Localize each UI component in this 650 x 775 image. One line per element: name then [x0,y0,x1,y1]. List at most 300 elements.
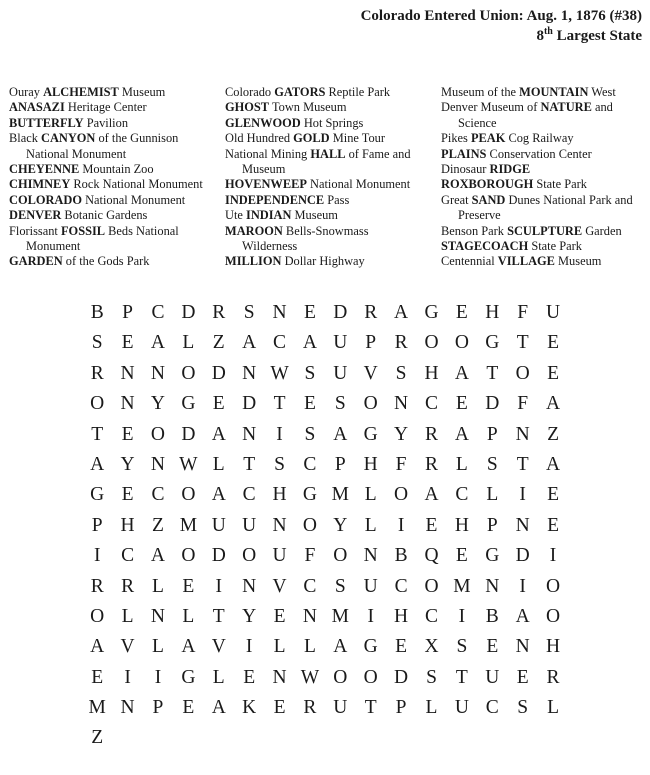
word-prefix: National Mining [225,146,311,161]
grid-letter: P [486,423,498,445]
grid-letter: Y [394,423,409,445]
word-suffix: Pass [324,192,350,207]
grid-letter: N [515,514,530,536]
word-suffix: National Monument [81,192,186,207]
word-keyword: BUTTERFLY [9,115,84,130]
word-list-item [9,131,225,162]
word-list-item [9,162,225,177]
grid-letter: I [154,666,162,688]
grid-letter: A [454,362,469,384]
word-keyword: ROXBOROUGH [441,177,534,192]
grid-letter: P [486,514,498,536]
grid-letter: C [242,484,256,506]
grid-letter: G [424,302,439,323]
word-keyword: GARDEN [9,254,63,269]
word-keyword: DENVER [9,208,62,223]
word-column-2 [225,85,441,270]
grid-letter: D [485,393,500,415]
grid-letter: N [272,666,287,688]
grid-letter: E [455,393,468,415]
grid-letter: E [273,697,286,719]
word-list-item [225,85,441,100]
grid-letter: L [303,636,316,658]
word-keyword: HALL [310,146,346,161]
word-list-item [9,116,225,131]
grid-letter: N [242,362,257,384]
grid-letter: O [150,423,166,445]
grid-letter: N [363,545,378,567]
word-suffix: Town Museum [269,100,347,115]
grid-letter: Z [547,423,560,445]
word-list-item [441,147,645,162]
grid-letter: A [333,423,348,445]
grid-letter: M [179,514,198,536]
grid-letter: L [212,453,225,475]
grid-letter: L [364,484,377,506]
grid-letter: L [152,636,164,658]
word-suffix: of the Gunnison [95,131,179,146]
word-suffix: Garden [582,223,622,238]
grid-letter: O [333,545,348,567]
grid-letter: W [270,362,289,384]
grid-letter: O [394,484,409,506]
grid-letter: S [274,453,285,475]
grid-letter: R [364,302,378,323]
grid-letter: R [546,666,560,688]
grid-letter: O [546,575,561,597]
word-list-item [441,239,645,254]
word-list-item [441,131,645,146]
grid-letter: B [394,545,408,567]
word-suffix: National Monument [306,177,411,192]
grid-letter: N [120,697,135,719]
grid-letter: L [364,514,377,536]
grid-letter: I [458,605,466,627]
word-keyword: GATORS [274,85,326,99]
grid-letter: A [150,332,166,354]
grid-letter: E [182,697,195,719]
grid-letter: N [120,393,135,415]
grid-letter: N [394,393,409,415]
grid-letter: G [363,423,378,445]
word-list-item [225,177,441,192]
word-suffix: Museum [118,85,166,99]
grid-letter: L [425,697,438,719]
word-keyword: SCULPTURE [507,223,583,238]
grid-letter: P [334,453,346,475]
grid-letter: X [424,636,439,658]
word-prefix: Colorado [225,85,275,99]
grid-letter: N [272,302,287,323]
grid-letter: O [363,393,378,415]
grid-letter: I [276,423,283,445]
puzzle-header [361,6,642,46]
grid-letter: C [424,393,438,415]
grid-letter: D [515,545,530,567]
word-prefix: Black [9,131,41,146]
word-prefix: Ouray [9,85,44,99]
grid-letter: F [517,302,529,323]
grid-letter: B [90,302,104,323]
grid-letter: D [211,545,226,567]
word-suffix: Hot Springs [300,115,364,130]
grid-letter: N [242,423,257,445]
word-prefix: Benson Park [441,223,508,238]
word-keyword: INDEPENDENCE [225,192,325,207]
word-suffix: Beds National [105,223,179,238]
grid-letter: L [182,605,195,627]
grid-letter: S [395,362,407,384]
grid-letter: N [120,362,135,384]
word-suffix: State Park [528,239,582,254]
word-prefix: Old Hundred [225,131,294,146]
grid-letter: I [397,514,405,536]
grid-letter: A [90,636,105,658]
grid-letter: V [272,575,287,597]
grid-letter: E [547,362,560,384]
grid-letter: R [90,575,104,597]
grid-letter: N [150,362,166,384]
union-entry-line: Colorado Entered Union: Aug. 1, 1876 (#38) [360,8,642,24]
grid-letter: R [424,453,438,475]
rank-text: Largest State [552,28,642,44]
grid-letter: A [394,302,409,323]
grid-letter: E [273,605,286,627]
word-suffix: of the Gods Park [62,254,150,269]
grid-letter: S [517,697,529,719]
grid-letter: U [333,697,348,719]
word-continuation: Wilderness [242,239,298,254]
word-list-item [9,208,225,223]
grid-letter: R [212,302,226,323]
grid-letter: C [485,697,499,719]
grid-letter: E [395,636,408,658]
grid-letter: S [334,575,346,597]
word-list-item [225,116,441,131]
grid-letter: A [211,484,226,506]
rank-number: 8 [536,28,544,44]
word-keyword: NATURE [540,100,592,115]
grid-letter: G [363,636,378,658]
word-list-item [9,85,225,100]
grid-letter: Y [333,514,348,536]
grid-letter: E [121,423,134,445]
grid-letter: V [363,362,378,384]
grid-letter: E [486,636,499,658]
grid-letter: I [124,666,131,688]
grid-letter: E [516,666,529,688]
word-suffix: Museum [554,254,602,269]
word-keyword: STAGECOACH [441,239,529,254]
word-prefix: Dinosaur [441,162,490,177]
word-suffix: Botanic Gardens [61,208,148,223]
grid-letter: N [150,605,166,627]
word-keyword: MAROON [225,223,283,238]
grid-letter: L [212,666,225,688]
grid-letter: R [424,423,438,445]
grid-letter: D [181,302,196,323]
grid-letter: O [515,362,530,384]
word-suffix: Rock National Monument [70,177,203,192]
grid-letter: O [454,332,469,354]
word-suffix: State Park [533,177,587,192]
grid-letter: H [363,453,378,475]
grid-letter: C [151,302,165,323]
grid-letter: C [303,453,317,475]
word-keyword: CANYON [41,131,96,146]
grid-letter: I [549,545,557,567]
word-prefix: Museum of the [441,85,520,99]
grid-letter: D [211,362,226,384]
grid-letter: M [88,697,106,719]
word-suffix: Museum [291,208,338,223]
grid-letter: N [272,514,287,536]
grid-letter: S [334,393,346,415]
grid-letter: E [425,514,438,536]
grid-letter: F [517,393,529,415]
grid-letter: D [333,302,348,323]
word-suffix: Dunes National Park and [505,192,633,207]
grid-letter: S [304,362,316,384]
grid-letter: T [212,605,225,627]
grid-letter: V [211,636,226,658]
word-suffix: Bells-Snowmass [282,223,369,238]
word-prefix: Florissant [9,223,61,238]
word-suffix: Mountain Zoo [79,162,154,177]
grid-letter: U [211,514,226,536]
grid-letter: I [215,575,222,597]
word-keyword: VILLAGE [497,254,555,269]
grid-letter: O [181,545,196,567]
grid-letter: R [394,332,408,354]
grid-letter: C [273,332,287,354]
grid-letter: L [152,575,164,597]
grid-letter: A [515,605,530,627]
grid-letter: E [243,666,256,688]
grid-letter: T [243,453,256,475]
word-list-item [9,224,225,255]
grid-letter: U [546,302,561,323]
grid-letter: C [424,605,438,627]
word-prefix: Denver Museum of [441,100,541,115]
grid-letter: O [333,666,348,688]
grid-letter: U [333,332,348,354]
word-suffix: Pavilion [83,115,129,130]
word-keyword: ALCHEMIST [43,85,119,99]
word-list [9,85,645,270]
word-list-item [441,162,645,177]
grid-letter: C [394,575,408,597]
grid-letter: A [302,332,317,354]
word-keyword: MOUNTAIN [519,85,589,99]
grid-letter: U [272,545,287,567]
grid-letter: I [93,545,101,567]
grid-letter: O [546,605,561,627]
grid-letter: O [424,575,439,597]
word-suffix: of Fame and [345,146,411,161]
word-prefix: Ute [225,208,246,223]
grid-letter: T [455,666,468,688]
word-prefix: Pikes [441,131,471,146]
letter-grid [82,298,568,754]
word-list-item [441,224,645,239]
grid-letter: N [242,575,257,597]
word-keyword: ANASAZI [9,100,65,115]
word-keyword: COLORADO [9,192,82,207]
word-keyword: CHIMNEY [9,177,71,192]
word-prefix: Great [441,192,472,207]
grid-letter: Z [152,514,164,536]
grid-letter: A [333,636,348,658]
grid-letter: N [150,453,166,475]
word-list-item [225,147,441,178]
grid-letter: S [426,666,437,688]
grid-letter: T [486,362,499,384]
grid-letter: R [90,362,104,384]
grid-letter: H [120,514,135,536]
grid-letter: P [91,514,103,536]
grid-letter: D [394,666,409,688]
grid-letter: R [303,697,317,719]
grid-letter: Z [91,727,104,749]
grid-letter: I [367,605,374,627]
grid-letter: A [90,453,105,475]
word-continuation: National Monument [26,146,127,161]
grid-letter: L [273,636,286,658]
grid-letter: O [302,514,317,536]
grid-letter: S [243,302,255,323]
grid-letter: A [546,393,561,415]
word-keyword: GHOST [225,100,270,115]
grid-letter: U [242,514,257,536]
word-keyword: MILLION [225,254,282,269]
grid-letter: O [424,332,439,354]
grid-letter: U [333,362,348,384]
grid-letter: U [454,697,469,719]
grid-letter: M [331,605,349,627]
grid-letter: T [516,332,529,354]
word-keyword: CHEYENNE [9,162,80,177]
grid-letter: F [304,545,316,567]
grid-letter: G [302,484,317,506]
grid-letter: H [485,302,500,323]
grid-letter: L [547,697,560,719]
grid-letter: Y [242,605,257,627]
grid-letter: E [121,484,134,506]
grid-letter: Z [212,332,225,354]
grid-letter: F [395,453,407,475]
grid-letter: A [454,423,469,445]
word-column-1 [9,85,225,270]
word-keyword: PEAK [470,131,506,146]
word-list-item [9,193,225,208]
grid-letter: O [242,545,257,567]
grid-letter: O [181,362,196,384]
grid-letter: A [211,423,226,445]
grid-letter: P [122,302,134,323]
grid-letter: W [300,666,320,688]
grid-letter: U [363,575,378,597]
word-list-item [225,100,441,115]
word-keyword: FOSSIL [60,223,106,238]
grid-letter: S [91,332,103,354]
grid-letter: D [242,393,257,415]
grid-letter: H [394,605,409,627]
grid-letter: Q [424,545,439,567]
grid-letter: D [181,423,196,445]
word-list-item [441,193,645,224]
word-list-item [441,177,645,192]
grid-letter: R [121,575,135,597]
word-keyword: GLENWOOD [225,115,301,130]
grid-letter: U [485,666,500,688]
word-suffix: Conservation Center [486,146,592,161]
grid-letter: E [547,514,560,536]
grid-letter: C [151,484,165,506]
grid-letter: Y [120,453,135,475]
grid-letter: G [90,484,105,506]
grid-letter: O [90,605,105,627]
word-suffix: Reptile Park [325,85,391,99]
grid-letter: G [485,332,500,354]
grid-letter: C [303,575,317,597]
grid-letter: H [546,636,561,658]
grid-letter: T [273,393,286,415]
grid-letter: O [363,666,378,688]
grid-letter: A [181,636,196,658]
grid-letter: S [456,636,468,658]
grid-letter: C [121,545,135,567]
grid-letter: N [515,636,530,658]
grid-letter: M [453,575,471,597]
word-suffix: Mine Tour [329,131,385,146]
grid-letter: E [91,666,104,688]
grid-letter: L [455,453,468,475]
word-list-item [9,254,225,269]
word-list-item [9,177,225,192]
grid-letter: T [364,697,377,719]
word-keyword: RIDGE [489,162,531,177]
grid-letter: E [547,332,560,354]
word-suffix: Heritage Center [64,100,147,115]
grid-letter: G [181,393,196,415]
grid-letter: H [272,484,287,506]
grid-letter: Y [150,393,166,415]
word-keyword: SAND [471,192,506,207]
word-suffix: and [591,100,613,115]
grid-letter: P [365,332,377,354]
grid-letter: P [152,697,164,719]
grid-letter: E [455,302,468,323]
grid-letter: H [454,514,469,536]
grid-letter: A [424,484,439,506]
word-list-item [225,254,441,269]
word-list-item [225,224,441,255]
grid-letter: H [424,362,439,384]
grid-letter: G [181,666,196,688]
word-keyword: PLAINS [441,146,487,161]
grid-letter: L [486,484,499,506]
word-list-item [225,131,441,146]
word-keyword: INDIAN [246,208,292,223]
word-list-item [225,208,441,223]
grid-letter: I [245,636,253,658]
grid-letter: A [211,697,226,719]
grid-letter: T [91,423,104,445]
grid-letter: O [90,393,105,415]
word-list-item [441,100,645,131]
grid-letter: W [179,453,198,475]
